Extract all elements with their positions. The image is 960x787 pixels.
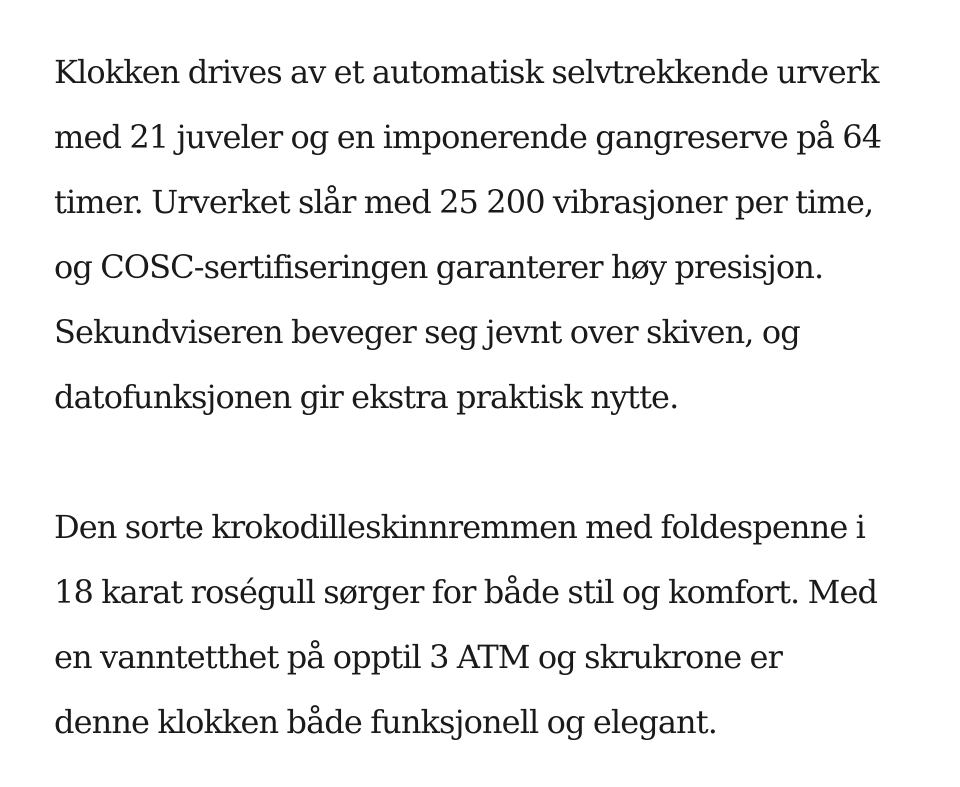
text-line: og COSC-sertifiseringen garanterer høy presisjon. xyxy=(54,248,824,286)
paragraph-movement xyxy=(54,40,934,430)
article-body xyxy=(54,40,934,755)
text-line: denne klokken både funksjonell og elegant. xyxy=(54,703,717,741)
text-line: timer. Urverket slår med 25 200 vibrasjoner per time, xyxy=(54,183,874,221)
text-line: Sekundviseren beveger seg jevnt over skiven, og xyxy=(54,313,800,351)
text-line: Klokken drives av et automatisk selvtrekkende urverk xyxy=(54,53,879,91)
text-line: med 21 juveler og en imponerende gangreserve på 64 xyxy=(54,118,882,156)
text-line: Den sorte krokodilleskinnremmen med foldespenne i xyxy=(54,508,865,546)
text-line: datofunksjonen gir ekstra praktisk nytte. xyxy=(54,378,679,416)
text-line: en vanntetthet på opptil 3 ATM og skrukrone er xyxy=(54,638,782,676)
text-line: 18 karat roségull sørger for både stil og komfort. Med xyxy=(54,573,878,611)
paragraph-strap xyxy=(54,495,934,755)
